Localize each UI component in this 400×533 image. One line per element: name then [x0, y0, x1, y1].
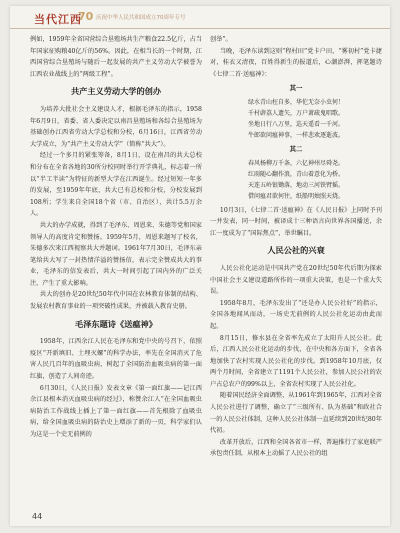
paragraph: 1958年8月，毛泽东发出了“还是办人民公社好”的指示，全国各地闻风而动，一场史无前例的人民公社化运动由此而起。 — [210, 299, 382, 330]
poem-line: 春风杨柳万千条，六亿神州尽舜尧。 — [247, 159, 344, 167]
paragraph: 8月15日，修水县在全省率先成立了太阳升人民公社。此后，江西人民公社化运动的步伐，在中央和各方面下，全省各地加快了农村实现人民公社化的步伐。到1958年10月底，仅两个月时间，全省建立了1191个人民公社，参加人民公社的农户占总农户的99%以上，全省农村实现了人民公社化。 — [210, 334, 382, 388]
paragraph: 1958年，江西余江人民在毛泽东和党中央的号召下，依照疫区“开新填旧、土埋灭螺”的科学办法，率先在全国消灭了危害人民几百年的血吸虫病，树起了全国防治血吸虫病的第一面红旗，创造了人间奇迹。 — [30, 338, 202, 381]
paragraph: 例如，1959年全省国营综合垦殖场共生产粮食22.5亿斤，占当年国家征购粮40亿斤的56%。因此，在相当长的一个时期，江西国营综合垦殖场与随后一起发展的共产主义劳动大学被誉为江西农业战线上的“两级工程”。 — [30, 36, 202, 78]
paragraph: 人民公社化运动是中国共产党在20世纪50年代后期为探索中国社会主义建设道路所作的一项重大决策，也是一个重大失误。 — [210, 264, 382, 296]
paragraph: 10月3日，《七律二首·送瘟神》在《人民日报》上同时予刊一并发表，同一时间，被译成十三种语言向世界各国播送，余江一度成为了“国际焦点”，举世瞩目。 — [210, 206, 382, 237]
poem-line: 牛郎欲问瘟神事，一样悲欢逐逝波。 — [247, 131, 344, 139]
anniversary-mark: 70 — [78, 10, 94, 23]
section-title: 毛泽东题诗《送瘟神》 — [75, 318, 157, 329]
poem-line: 红雨随心翻作浪，青山着意化为桥。 — [247, 170, 344, 178]
paragraph: 经过一个多月的紧张筹备，8月1日，设在南昌的共大总校和分布在全省各地的30所分校同时举行开学典礼，标志着一所以“半工半读”为特征的新型大学在江西诞生。经过短短一年多的发展，至1959年年底，共大已有总校和分校，分校发展到108所；学生来自全国18个省（市、自治区），共计5.5万余人。 — [30, 152, 202, 218]
poem-line: 绿水青山枉自多，华佗无奈小虫何！ — [247, 98, 344, 106]
magazine-logo: 当代江西 — [34, 13, 82, 26]
poem-title: 其一 — [289, 84, 303, 93]
poem-line: 千村薜荔人遗矢，万户萧疏鬼唱歌。 — [247, 109, 344, 117]
poem-line: 坐地日行八万里，巡天遥看一千河。 — [247, 120, 344, 128]
section-title: 人民公社的兴衰 — [267, 245, 325, 256]
paragraph: 改革开放后，江西和全国各省市一样，普遍推行了家庭联产承包责任制，从根本上动摇了人民公社的组 — [210, 438, 382, 458]
left-column — [30, 34, 202, 441]
magazine-page — [10, 6, 390, 526]
paragraph: 6月30日，《人民日报》发表文章《第一面红旗——记江西余江县根本消灭血吸虫病的经过》，称赞余江人“在全国血吸虫病防治工作战线上插上了第一面红旗——首先根除了血吸虫病，给全国血吸虫病的防治史上增添了新的一页，科学家们认为这是一个史无前例的 — [30, 384, 202, 438]
paragraph: 共大的创办是20世纪50年代中国在农林教育体制的结构、发展农村教育事业的一项突破性成果，并被载入教育史册。 — [30, 291, 202, 311]
paragraph: 随着国民经济全面调整，从1961年到1965年，江西对全省人民公社进行了调整，确立了“三级所有、队为基础”和政社合一的人民公社体制，这种人民公社体制一直延续到20世纪80年代初。 — [210, 392, 382, 435]
poem-two — [210, 144, 382, 202]
poem-title: 其二 — [289, 144, 303, 153]
page-header — [10, 6, 390, 29]
poem-one — [210, 83, 382, 141]
paragraph: 当晚，毛泽东读到这则“程村田”党卡户田，“雾初村”党卡捷对，桂衣又清夜，百姓得新生的报道后，心潮澎湃，挥笔题诗《七律二首·送瘟神》： — [210, 47, 382, 78]
header-subtitle: 庆祝中华人民共和国成立70周年专号 — [96, 15, 186, 21]
paragraph: 为培养大批社会主义建设人才，根据毛泽东的指示，1958年6月9日，省委、省人委决定以南昌垦殖场和各综合垦殖场为基础创办江西省劳动大学总校和分校，6月16日，江西省劳动大学成立，为“共产主义劳动大学”（简称“共大”）。 — [30, 105, 202, 148]
page-number: 44 — [32, 512, 43, 521]
paragraph: 共大的办学成就，得到了毛泽东、周恩来、朱德等党和国家领导人的高度肯定和赞扬。1959年5月，周恩来题写了校名，朱德多次来江西视察共大并题词。1961年7月30日，毛泽东亲笔给共大写了一封热情洋溢的赞扬信，表示完全赞成共大的事业，毛泽东的信发表后，共大一时间引起了国内外的广泛关注，产生了重大影响。 — [30, 221, 202, 287]
right-column — [210, 34, 382, 460]
section-title: 共产主义劳动大学的创办 — [70, 86, 162, 97]
paragraph: 创举”。 — [210, 36, 232, 43]
poem-line: 天连五岭银锄落，地动三河铁臂摇。 — [247, 181, 344, 189]
poem-line: 借问瘟君欲何往，纸船明烛照天烧。 — [247, 192, 344, 200]
